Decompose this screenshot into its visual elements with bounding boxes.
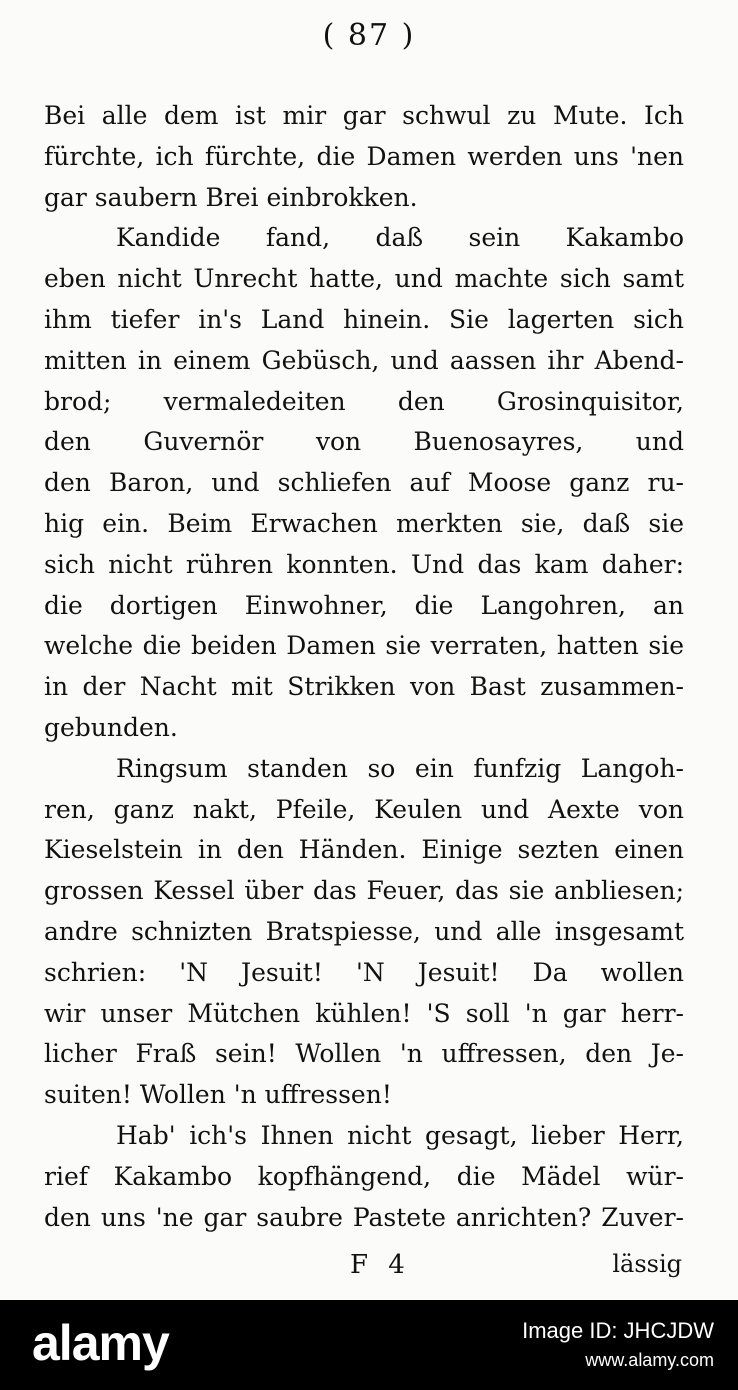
- watermark-site: www.alamy.com: [585, 1350, 714, 1370]
- text-line: den Baron, und schliefen auf Moose ganz ru-: [44, 468, 684, 498]
- text-line: andre schnizten Bratspiesse, und alle insgesamt: [44, 916, 684, 946]
- text-line: den Guvernör von Buenosayres, und: [44, 427, 684, 457]
- text-line: Ringsum standen so ein funfzig Langoh-: [116, 753, 684, 783]
- watermark-image-id: Image ID: JHCJDW: [522, 1318, 714, 1343]
- text-line: gebunden.: [44, 712, 178, 742]
- text-line: licher Fraß sein! Wollen 'n uffressen, den Je-: [44, 1039, 684, 1069]
- text-line: ren, ganz nakt, Pfeile, Keulen und Aexte von: [44, 794, 684, 824]
- text-line: fürchte, ich fürchte, die Damen werden uns 'nen: [44, 141, 684, 171]
- text-line: mitten in einem Gebüsch, und aassen ihr Abend-: [44, 345, 684, 375]
- text-line: Hab' ich's Ihnen nicht gesagt, lieber Herr,: [116, 1120, 684, 1150]
- text-line: den uns 'ne gar saubre Pastete anrichten? Zuver-: [44, 1202, 684, 1232]
- text-line: suiten! Wollen 'n uffressen!: [44, 1080, 392, 1110]
- text-line: eben nicht Unrecht hatte, und machte sich samt: [44, 264, 684, 294]
- text-line: sich nicht rühren konnten. Und das kam daher:: [44, 549, 684, 579]
- text-line: schrien: 'N Jesuit! 'N Jesuit! Da wollen: [44, 957, 684, 987]
- text-line: Bei alle dem ist mir gar schwul zu Mute. Ich: [44, 101, 684, 130]
- page-number: ( 87 ): [322, 18, 416, 53]
- catchword: lässig: [612, 1250, 682, 1278]
- text-line: rief Kakambo kopfhängend, die Mädel wür-: [44, 1161, 684, 1191]
- text-line: die dortigen Einwohner, die Langohren, an: [44, 590, 684, 620]
- signature-mark: F 4: [350, 1250, 411, 1280]
- text-line: brod; vermaledeiten den Grosinquisitor,: [44, 386, 684, 416]
- body-text: [44, 96, 684, 1238]
- text-line: Kandide fand, daß sein Kakambo: [116, 223, 684, 253]
- watermark-logo: alamy: [32, 1315, 169, 1371]
- text-line: hig ein. Beim Erwachen merkten sie, daß sie: [44, 508, 684, 538]
- text-line: Kieselstein in den Händen. Einige sezten einen: [44, 835, 684, 865]
- text-line: ihm tiefer in's Land hinein. Sie lagerten sich: [44, 304, 684, 334]
- text-line: gar saubern Brei einbrokken.: [44, 182, 418, 212]
- text-line: wir unser Mütchen kühlen! 'S soll 'n gar herr-: [44, 998, 684, 1028]
- text-line: in der Nacht mit Strikken von Bast zusammen-: [44, 672, 684, 702]
- text-line: grossen Kessel über das Feuer, das sie anbliesen;: [44, 876, 684, 906]
- text-line: welche die beiden Damen sie verraten, hatten sie: [44, 631, 684, 661]
